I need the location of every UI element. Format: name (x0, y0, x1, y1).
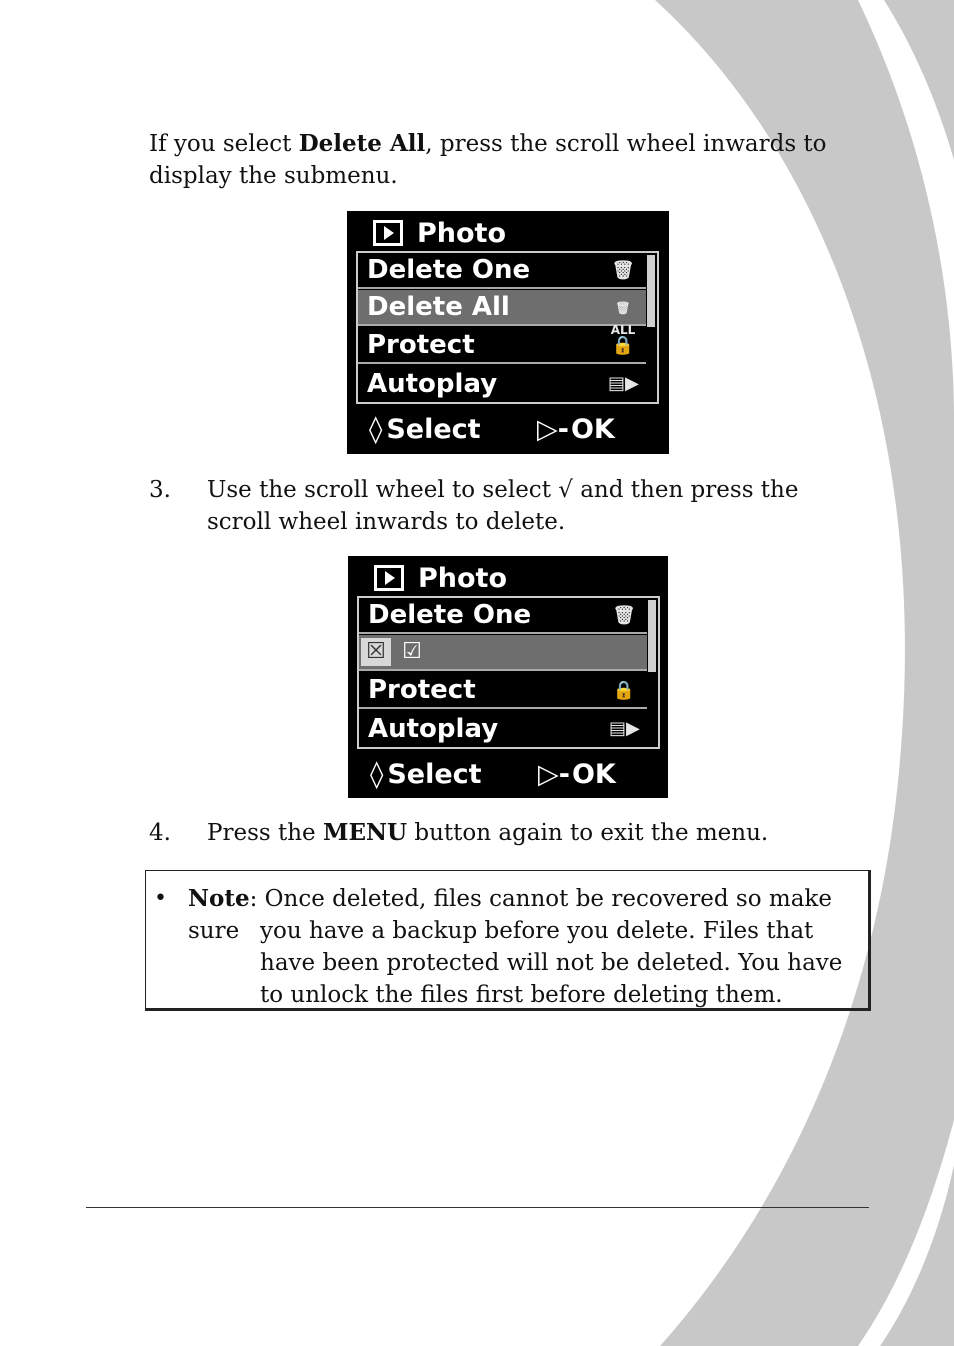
scroll-wheel-icon: ◊ (370, 758, 384, 790)
footer-ok-label: OK (570, 413, 615, 445)
menu-item-label: Delete All (367, 292, 510, 322)
camera-menu-screen-1 (347, 211, 669, 454)
delete-confirm-row[interactable] (359, 635, 647, 671)
footer-select-label: Select (386, 413, 481, 445)
step-text-suffix: button again to exit the menu. (407, 820, 769, 846)
menu-item-autoplay[interactable] (359, 711, 647, 747)
menu-title (374, 560, 507, 596)
note-box (145, 870, 871, 1011)
footer-select-hint (369, 414, 481, 445)
menu-item-label: Delete One (368, 600, 532, 630)
slideshow-icon: ▤▶ (608, 373, 639, 394)
menu-list (357, 596, 660, 749)
note-first-text: : Once deleted, files cannot be recovered so make sure (188, 886, 832, 944)
footer-select-hint (370, 759, 482, 790)
press-wheel-icon: ▷- (537, 413, 569, 445)
menu-footer (369, 411, 659, 447)
menu-item-delete-one[interactable] (358, 253, 646, 289)
playback-icon (373, 220, 403, 246)
menu-item-delete-one[interactable] (359, 598, 647, 634)
menu-item-protect[interactable] (358, 328, 646, 364)
note-label: Note (188, 885, 250, 912)
footer-select-label: Select (387, 758, 482, 790)
trash-all-icon: 🗑ALL (610, 301, 636, 337)
intro-text-suffix: , press the scroll wheel inwards to display the submenu. (149, 131, 827, 189)
trash-one-icon: 🗑 (612, 605, 636, 626)
intro-text: If you select (149, 131, 299, 157)
menu-item-label: Protect (368, 675, 476, 705)
step-text (207, 817, 847, 849)
menu-item-protect[interactable] (359, 673, 647, 709)
menu-footer (370, 756, 660, 792)
scrollbar (647, 255, 655, 327)
note-continuation: you have a backup before you delete. Files that have been protected will not be deleted. You have to unlock the files first before deleting them. (260, 918, 843, 1008)
cancel-x-icon[interactable]: ☒ (361, 638, 391, 666)
menu-item-delete-all[interactable] (358, 290, 646, 337)
menu-item-autoplay[interactable] (358, 366, 646, 402)
camera-menu-screen-2 (348, 556, 668, 798)
step-number: 4. (149, 820, 171, 846)
step-text: Use the scroll wheel to select √ and then press the scroll wheel inwards to delete. (207, 477, 799, 535)
footer-ok-hint (537, 414, 615, 445)
menu-title (373, 215, 506, 251)
menu-title-label: Photo (418, 562, 508, 594)
lock-icon: 🔒 (612, 680, 636, 701)
footer-ok-label: OK (571, 758, 616, 790)
confirm-options (361, 638, 427, 666)
slideshow-icon: ▤▶ (609, 718, 640, 739)
note-bullet: • (154, 886, 167, 911)
menu-item-label: Protect (367, 330, 475, 360)
footer-ok-hint (538, 759, 616, 790)
intro-bold-term: Delete All (298, 130, 426, 157)
step-text-prefix: Press the (207, 820, 323, 846)
menu-item-label: Autoplay (367, 369, 498, 399)
lock-icon: 🔒 (611, 335, 635, 356)
scroll-wheel-icon: ◊ (369, 413, 383, 445)
intro-paragraph (149, 128, 829, 192)
scrollbar (648, 600, 656, 672)
trash-one-icon: 🗑 (611, 260, 635, 281)
menu-item-label: Autoplay (368, 714, 499, 744)
menu-button-term: MENU (322, 819, 408, 846)
menu-title-label: Photo (417, 217, 507, 249)
confirm-check-icon[interactable]: ☑ (402, 639, 422, 664)
step-number: 3. (149, 477, 171, 503)
menu-list (356, 251, 659, 404)
playback-icon (374, 565, 404, 591)
footer-rule (86, 1207, 869, 1208)
press-wheel-icon: ▷- (538, 758, 570, 790)
menu-item-label: Delete One (367, 255, 531, 285)
